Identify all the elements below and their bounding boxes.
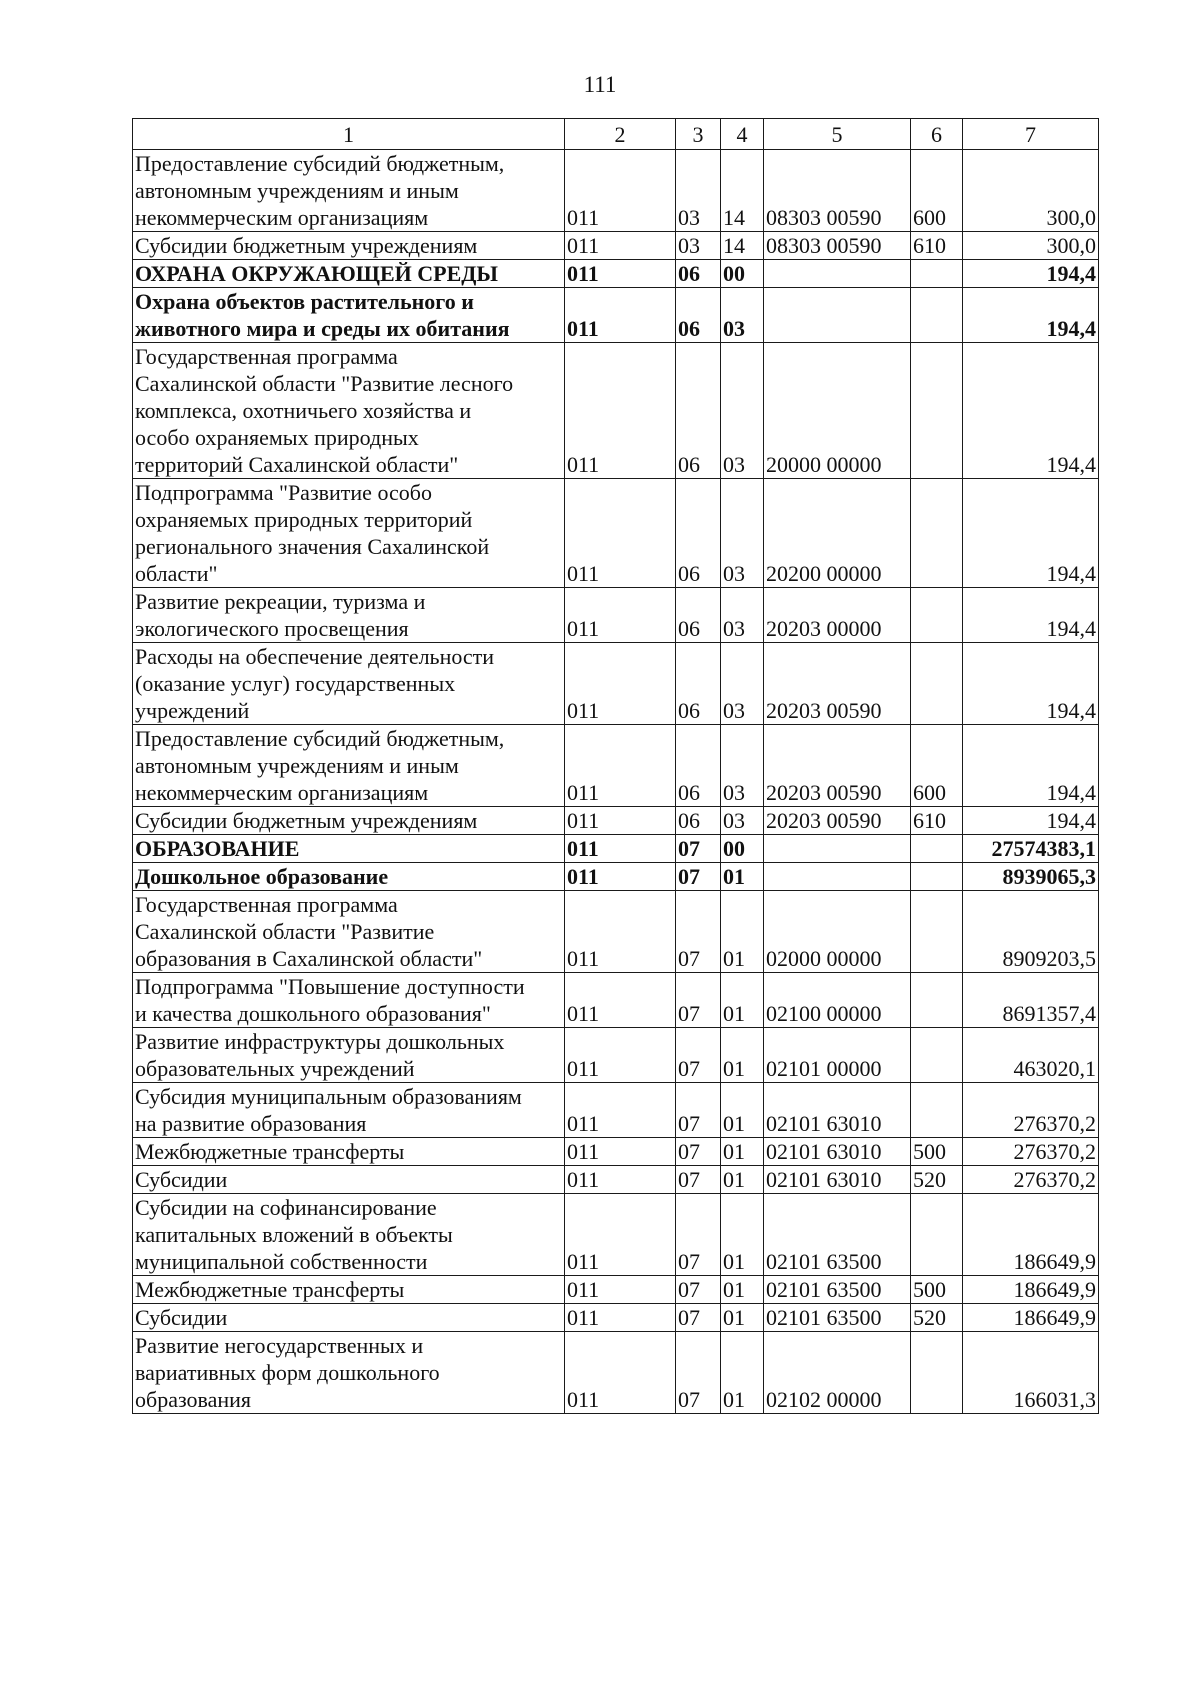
header-row [133, 119, 1099, 150]
expense-type-cell [911, 835, 963, 863]
table-row [133, 232, 1099, 260]
page-number: 111 [583, 72, 617, 97]
target-article-cell: 20203 00590 [764, 725, 911, 807]
row-name-cell: Субсидии [133, 1304, 565, 1332]
subsection-code-cell: 14 [721, 232, 764, 260]
header-cell: 7 [963, 119, 1099, 150]
row-name-cell: ОБРАЗОВАНИЕ [133, 835, 565, 863]
subsection-code-cell: 03 [721, 643, 764, 725]
amount-cell: 276370,2 [963, 1166, 1099, 1194]
section-code-cell: 07 [676, 1166, 721, 1194]
target-article-cell [764, 863, 911, 891]
ministry-code-cell: 011 [565, 288, 676, 343]
row-name-cell: Развитие негосударственных и вариативных форм дошкольного образования [133, 1332, 565, 1414]
amount-cell: 194,4 [963, 288, 1099, 343]
ministry-code-cell: 011 [565, 1304, 676, 1332]
subsection-code-cell: 01 [721, 1332, 764, 1414]
target-article-cell: 20200 00000 [764, 479, 911, 588]
table-row [133, 1276, 1099, 1304]
row-name-cell: Подпрограмма "Развитие особо охраняемых природных территорий регионального значения Сахалинской области" [133, 479, 565, 588]
row-name-cell: Развитие инфраструктуры дошкольных образовательных учреждений [133, 1028, 565, 1083]
target-article-cell: 02101 63500 [764, 1304, 911, 1332]
amount-cell: 186649,9 [963, 1304, 1099, 1332]
expense-type-cell: 500 [911, 1138, 963, 1166]
amount-cell: 194,4 [963, 260, 1099, 288]
section-code-cell: 07 [676, 1138, 721, 1166]
subsection-code-cell: 01 [721, 863, 764, 891]
target-article-cell: 02101 63500 [764, 1276, 911, 1304]
amount-cell: 8909203,5 [963, 891, 1099, 973]
expense-type-cell [911, 1332, 963, 1414]
target-article-cell: 02101 63010 [764, 1083, 911, 1138]
ministry-code-cell: 011 [565, 343, 676, 479]
table-row [133, 891, 1099, 973]
table-row [133, 260, 1099, 288]
target-article-cell [764, 288, 911, 343]
ministry-code-cell: 011 [565, 863, 676, 891]
section-code-cell: 07 [676, 973, 721, 1028]
expense-type-cell: 600 [911, 725, 963, 807]
row-name-cell: Охрана объектов растительного и животного мира и среды их обитания [133, 288, 565, 343]
section-code-cell: 07 [676, 1083, 721, 1138]
section-code-cell: 07 [676, 1332, 721, 1414]
table-row [133, 288, 1099, 343]
section-code-cell: 06 [676, 643, 721, 725]
subsection-code-cell: 00 [721, 835, 764, 863]
section-code-cell: 07 [676, 863, 721, 891]
ministry-code-cell: 011 [565, 150, 676, 232]
subsection-code-cell: 03 [721, 807, 764, 835]
ministry-code-cell: 011 [565, 807, 676, 835]
row-name-cell: Межбюджетные трансферты [133, 1138, 565, 1166]
target-article-cell: 08303 00590 [764, 150, 911, 232]
subsection-code-cell: 01 [721, 1028, 764, 1083]
expense-type-cell [911, 863, 963, 891]
expense-type-cell [911, 343, 963, 479]
section-code-cell: 03 [676, 150, 721, 232]
expense-type-cell: 600 [911, 150, 963, 232]
target-article-cell: 02102 00000 [764, 1332, 911, 1414]
header-cell: 1 [133, 119, 565, 150]
row-name-cell: Предоставление субсидий бюджетным, автономным учреждениям и иным некоммерческим организациям [133, 150, 565, 232]
row-name-cell: Расходы на обеспечение деятельности (оказание услуг) государственных учреждений [133, 643, 565, 725]
expense-type-cell: 520 [911, 1304, 963, 1332]
section-code-cell: 07 [676, 1028, 721, 1083]
subsection-code-cell: 00 [721, 260, 764, 288]
subsection-code-cell: 01 [721, 1083, 764, 1138]
ministry-code-cell: 011 [565, 725, 676, 807]
section-code-cell: 06 [676, 343, 721, 479]
subsection-code-cell: 14 [721, 150, 764, 232]
section-code-cell: 06 [676, 479, 721, 588]
table-row [133, 807, 1099, 835]
subsection-code-cell: 01 [721, 1304, 764, 1332]
table-row [133, 725, 1099, 807]
amount-cell: 194,4 [963, 807, 1099, 835]
amount-cell: 27574383,1 [963, 835, 1099, 863]
row-name-cell: Субсидии бюджетным учреждениям [133, 232, 565, 260]
table-row [133, 1028, 1099, 1083]
section-code-cell: 07 [676, 891, 721, 973]
amount-cell: 300,0 [963, 150, 1099, 232]
expense-type-cell [911, 260, 963, 288]
target-article-cell: 02101 63010 [764, 1166, 911, 1194]
target-article-cell: 02000 00000 [764, 891, 911, 973]
header-cell: 5 [764, 119, 911, 150]
row-name-cell: Государственная программа Сахалинской области "Развитие лесного комплекса, охотничьего хозяйства и особо охраняемых природных территорий Сахалинской области" [133, 343, 565, 479]
amount-cell: 194,4 [963, 479, 1099, 588]
row-name-cell: ОХРАНА ОКРУЖАЮЩЕЙ СРЕДЫ [133, 260, 565, 288]
table-row [133, 479, 1099, 588]
target-article-cell: 02100 00000 [764, 973, 911, 1028]
amount-cell: 186649,9 [963, 1194, 1099, 1276]
expense-type-cell [911, 288, 963, 343]
table-row [133, 343, 1099, 479]
subsection-code-cell: 03 [721, 479, 764, 588]
target-article-cell: 20203 00000 [764, 588, 911, 643]
ministry-code-cell: 011 [565, 1083, 676, 1138]
header-cell: 4 [721, 119, 764, 150]
section-code-cell: 07 [676, 1194, 721, 1276]
amount-cell: 300,0 [963, 232, 1099, 260]
amount-cell: 194,4 [963, 588, 1099, 643]
amount-cell: 186649,9 [963, 1276, 1099, 1304]
row-name-cell: Предоставление субсидий бюджетным, автономным учреждениям и иным некоммерческим организациям [133, 725, 565, 807]
amount-cell: 8939065,3 [963, 863, 1099, 891]
row-name-cell: Субсидии [133, 1166, 565, 1194]
section-code-cell: 03 [676, 232, 721, 260]
subsection-code-cell: 03 [721, 343, 764, 479]
ministry-code-cell: 011 [565, 1332, 676, 1414]
target-article-cell: 20000 00000 [764, 343, 911, 479]
ministry-code-cell: 011 [565, 1276, 676, 1304]
subsection-code-cell: 01 [721, 891, 764, 973]
ministry-code-cell: 011 [565, 1194, 676, 1276]
expense-type-cell: 520 [911, 1166, 963, 1194]
amount-cell: 463020,1 [963, 1028, 1099, 1083]
subsection-code-cell: 03 [721, 725, 764, 807]
amount-cell: 166031,3 [963, 1332, 1099, 1414]
target-article-cell: 20203 00590 [764, 807, 911, 835]
ministry-code-cell: 011 [565, 1138, 676, 1166]
expense-type-cell [911, 973, 963, 1028]
section-code-cell: 07 [676, 1276, 721, 1304]
section-code-cell: 07 [676, 1304, 721, 1332]
subsection-code-cell: 01 [721, 1138, 764, 1166]
table-row [133, 150, 1099, 232]
ministry-code-cell: 011 [565, 835, 676, 863]
ministry-code-cell: 011 [565, 479, 676, 588]
ministry-code-cell: 011 [565, 1028, 676, 1083]
table-row [133, 1138, 1099, 1166]
amount-cell: 194,4 [963, 343, 1099, 479]
ministry-code-cell: 011 [565, 891, 676, 973]
table-row [133, 973, 1099, 1028]
table-row [133, 1083, 1099, 1138]
amount-cell: 276370,2 [963, 1083, 1099, 1138]
ministry-code-cell: 011 [565, 260, 676, 288]
table-row [133, 588, 1099, 643]
row-name-cell: Субсидии на софинансирование капитальных вложений в объекты муниципальной собственности [133, 1194, 565, 1276]
amount-cell: 194,4 [963, 643, 1099, 725]
amount-cell: 276370,2 [963, 1138, 1099, 1166]
budget-table [132, 118, 1099, 1414]
table-row [133, 1166, 1099, 1194]
ministry-code-cell: 011 [565, 643, 676, 725]
section-code-cell: 06 [676, 725, 721, 807]
subsection-code-cell: 01 [721, 1194, 764, 1276]
expense-type-cell [911, 1083, 963, 1138]
expense-type-cell [911, 1028, 963, 1083]
expense-type-cell [911, 588, 963, 643]
header-cell: 3 [676, 119, 721, 150]
amount-cell: 194,4 [963, 725, 1099, 807]
row-name-cell: Развитие рекреации, туризма и экологического просвещения [133, 588, 565, 643]
subsection-code-cell: 03 [721, 288, 764, 343]
target-article-cell [764, 835, 911, 863]
row-name-cell: Субсидия муниципальным образованиям на развитие образования [133, 1083, 565, 1138]
ministry-code-cell: 011 [565, 588, 676, 643]
section-code-cell: 06 [676, 588, 721, 643]
row-name-cell: Субсидии бюджетным учреждениям [133, 807, 565, 835]
target-article-cell: 02101 00000 [764, 1028, 911, 1083]
expense-type-cell [911, 1194, 963, 1276]
row-name-cell: Подпрограмма "Повышение доступности и качества дошкольного образования" [133, 973, 565, 1028]
section-code-cell: 07 [676, 835, 721, 863]
row-name-cell: Дошкольное образование [133, 863, 565, 891]
section-code-cell: 06 [676, 260, 721, 288]
target-article-cell: 08303 00590 [764, 232, 911, 260]
table-row [133, 1304, 1099, 1332]
section-code-cell: 06 [676, 288, 721, 343]
subsection-code-cell: 01 [721, 1276, 764, 1304]
ministry-code-cell: 011 [565, 1166, 676, 1194]
expense-type-cell: 500 [911, 1276, 963, 1304]
subsection-code-cell: 01 [721, 973, 764, 1028]
amount-cell: 8691357,4 [963, 973, 1099, 1028]
target-article-cell: 02101 63010 [764, 1138, 911, 1166]
header-cell: 2 [565, 119, 676, 150]
ministry-code-cell: 011 [565, 973, 676, 1028]
expense-type-cell [911, 479, 963, 588]
expense-type-cell: 610 [911, 232, 963, 260]
table-row [133, 863, 1099, 891]
section-code-cell: 06 [676, 807, 721, 835]
table-row [133, 1332, 1099, 1414]
expense-type-cell [911, 643, 963, 725]
row-name-cell: Межбюджетные трансферты [133, 1276, 565, 1304]
table-row [133, 835, 1099, 863]
row-name-cell: Государственная программа Сахалинской области "Развитие образования в Сахалинской области" [133, 891, 565, 973]
subsection-code-cell: 01 [721, 1166, 764, 1194]
ministry-code-cell: 011 [565, 232, 676, 260]
subsection-code-cell: 03 [721, 588, 764, 643]
table-row [133, 643, 1099, 725]
target-article-cell: 20203 00590 [764, 643, 911, 725]
expense-type-cell: 610 [911, 807, 963, 835]
target-article-cell: 02101 63500 [764, 1194, 911, 1276]
table-row [133, 1194, 1099, 1276]
expense-type-cell [911, 891, 963, 973]
table-body [133, 150, 1099, 1414]
target-article-cell [764, 260, 911, 288]
header-cell: 6 [911, 119, 963, 150]
